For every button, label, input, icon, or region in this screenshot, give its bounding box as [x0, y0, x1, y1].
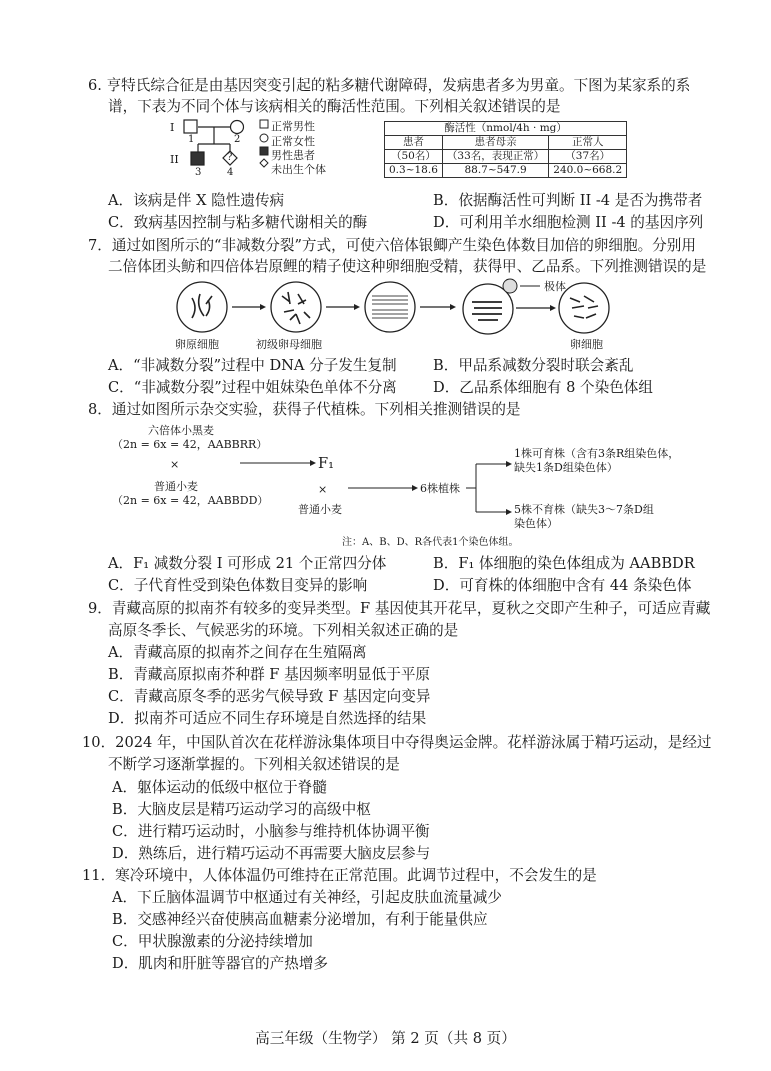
- table-col1-r1: 患者: [385, 136, 443, 150]
- q7-option-c[interactable]: C．“非减数分裂”过程中姐妹染色单体不分离: [108, 379, 397, 396]
- q7-option-a[interactable]: A．“非减数分裂”过程中 DNA 分子发生复制: [108, 357, 397, 374]
- table-col3-value: 240.0~668.2: [549, 164, 627, 178]
- pedigree-gen1-label: I: [170, 121, 175, 134]
- table-col2-r1: 患者母亲: [442, 136, 548, 150]
- q10-option-b[interactable]: B．大脑皮层是精巧运动学习的高级中枢: [112, 801, 371, 818]
- q8-stem: 8．通过如图所示杂交实验，获得子代植株。下列相关推测错误的是: [88, 401, 521, 418]
- table-header: 酶活性（nmol/4h · mg）: [385, 122, 627, 136]
- cross-mark-2: ×: [318, 483, 328, 496]
- parent-triticale: 六倍体小黑麦: [148, 424, 214, 437]
- q7-stem-line2: 二倍体团头鲂和四倍体岩原鲤的精子使这种卵细胞受精，获得甲、乙品系。下列推测错误的是: [108, 258, 707, 275]
- q11-option-a[interactable]: A．下丘脑体温调节中枢通过有关神经，引起皮肤血流量减少: [112, 889, 502, 906]
- sterile-plant-2: 染色体）: [514, 517, 558, 530]
- q11-option-d[interactable]: D．肌肉和肝脏等器官的产热增多: [112, 955, 329, 972]
- table-col3-r2: （37名）: [549, 150, 627, 164]
- q6-stem-line2: 谱，下表为不同个体与该病相关的酶活性范围。下列相关叙述错误的是: [108, 98, 561, 115]
- cross-note: 注：A、B、D、R各代表1个染色体组。: [342, 537, 519, 548]
- table-col1-r2: （50名）: [385, 150, 443, 164]
- f1-label: F₁: [318, 455, 334, 472]
- table-col2-r2: （33名，表现正常）: [442, 150, 548, 164]
- q7-stem-line1: 7．通过如图所示的“非减数分裂”方式，可使六倍体银鲫产生染色体数目加倍的卵细胞。分别用: [88, 237, 696, 254]
- pedigree-num-1: 1: [188, 134, 195, 145]
- legend-unborn: 未出生个体: [271, 163, 326, 176]
- enzyme-activity-table: [384, 121, 627, 178]
- label-oogonium: 卵原细胞: [175, 338, 219, 351]
- fertile-plant-1: 1株可育株（含有3条R组染色体，: [514, 447, 680, 460]
- pedigree-unknown-mark: ?: [227, 152, 233, 163]
- q11-option-c[interactable]: C．甲状腺激素的分泌持续增加: [112, 933, 313, 950]
- q10-stem-line1: 10．2024 年，中国队首次在花样游泳集体项目中夺得奥运金牌。花样游泳属于精巧运动，是经过: [82, 734, 712, 751]
- pedigree-diagram: [160, 118, 380, 180]
- q9-option-a[interactable]: A．青藏高原的拟南芥之间存在生殖隔离: [108, 644, 367, 661]
- q8-option-c[interactable]: C．子代育性受到染色体数目变异的影响: [108, 577, 368, 594]
- q10-option-a[interactable]: A．躯体运动的低级中枢位于脊髓: [112, 779, 327, 796]
- pedigree-gen2-label: II: [170, 153, 179, 166]
- q6-option-a[interactable]: A．该病是伴 X 隐性遗传病: [108, 192, 285, 209]
- q9-option-d[interactable]: D．拟南芥可适应不同生存环境是自然选择的结果: [108, 710, 427, 727]
- parent-wheat: 普通小麦: [154, 480, 198, 493]
- q9-stem-line1: 9．青藏高原的拟南芥有较多的变异类型。F 基因使其开花早，夏秋之交即产生种子，可适应青藏: [88, 600, 711, 617]
- fertile-plant-2: 缺失1条D组染色体）: [514, 461, 618, 474]
- page-footer: 高三年级（生物学） 第 2 页（共 8 页）: [255, 1030, 516, 1047]
- q9-option-b[interactable]: B．青藏高原拟南芥种群 F 基因频率明显低于平原: [108, 666, 431, 683]
- q10-stem-line2: 不断学习逐渐掌握的。下列相关叙述错误的是: [108, 756, 400, 773]
- meiosis-diagram: [170, 278, 640, 338]
- q8-option-a[interactable]: A．F₁ 减数分裂 I 可形成 21 个正常四分体: [108, 555, 387, 572]
- parent-triticale-genome: （2n = 6x = 42，AABBRR）: [112, 438, 268, 451]
- q11-stem: 11．寒冷环境中，人体体温仍可维持在正常范围。此调节过程中，不会发生的是: [82, 867, 597, 884]
- q6-stem-line1: 6. 亨特氏综合征是由基因突变引起的粘多糖代谢障碍，发病患者多为男童。下图为某家系的系: [88, 77, 691, 94]
- q8-option-b[interactable]: B．F₁ 体细胞的染色体组成为 AABBDR: [433, 555, 695, 572]
- legend-normal-female: 正常女性: [271, 135, 315, 148]
- cross-mark-1: ×: [170, 458, 180, 471]
- six-plants: 6株植株: [420, 482, 460, 495]
- legend-male-patient: 男性患者: [271, 149, 315, 162]
- q10-option-d[interactable]: D．熟练后，进行精巧运动不再需要大脑皮层参与: [112, 845, 431, 862]
- q11-option-b[interactable]: B．交感神经兴奋使胰高血糖素分泌增加，有利于能量供应: [112, 911, 488, 928]
- q7-option-d[interactable]: D．乙品系体细胞有 8 个染色体组: [433, 379, 653, 396]
- parent-wheat-2: 普通小麦: [298, 503, 342, 516]
- q9-stem-line2: 高原冬季长、气候恶劣的环境。下列相关叙述正确的是: [108, 622, 459, 639]
- table-col2-value: 88.7~547.9: [442, 164, 548, 178]
- label-egg-cell: 卵细胞: [570, 338, 603, 351]
- pedigree-num-3: 3: [195, 167, 202, 178]
- label-primary-oocyte: 初级卵母细胞: [256, 338, 322, 351]
- q8-option-d[interactable]: D．可育株的体细胞中含有 44 条染色体: [433, 577, 692, 594]
- q6-option-c[interactable]: C．致病基因控制与粘多糖代谢相关的酶: [108, 214, 368, 231]
- q10-option-c[interactable]: C．进行精巧运动时，小脑参与维持机体协调平衡: [112, 823, 430, 840]
- parent-wheat-genome: （2n = 6x = 42，AABBDD）: [112, 494, 269, 507]
- table-col1-value: 0.3~18.6: [385, 164, 443, 178]
- label-polar-body: 极体: [544, 280, 566, 293]
- sterile-plant-1: 5株不育株（缺失3～7条D组: [514, 503, 654, 516]
- q6-option-b[interactable]: B．依据酶活性可判断 II -4 是否为携带者: [433, 192, 703, 209]
- cross-arrows: [240, 450, 520, 520]
- q6-option-d[interactable]: D．可利用羊水细胞检测 II -4 的基因序列: [433, 214, 704, 231]
- pedigree-num-4: 4: [227, 167, 234, 178]
- q9-option-c[interactable]: C．青藏高原冬季的恶劣气候导致 F 基因定向变异: [108, 688, 431, 705]
- q7-option-b[interactable]: B．甲品系减数分裂时联会紊乱: [433, 357, 634, 374]
- table-col3-r1: 正常人: [549, 136, 627, 150]
- pedigree-num-2: 2: [234, 134, 241, 145]
- legend-normal-male: 正常男性: [271, 120, 315, 133]
